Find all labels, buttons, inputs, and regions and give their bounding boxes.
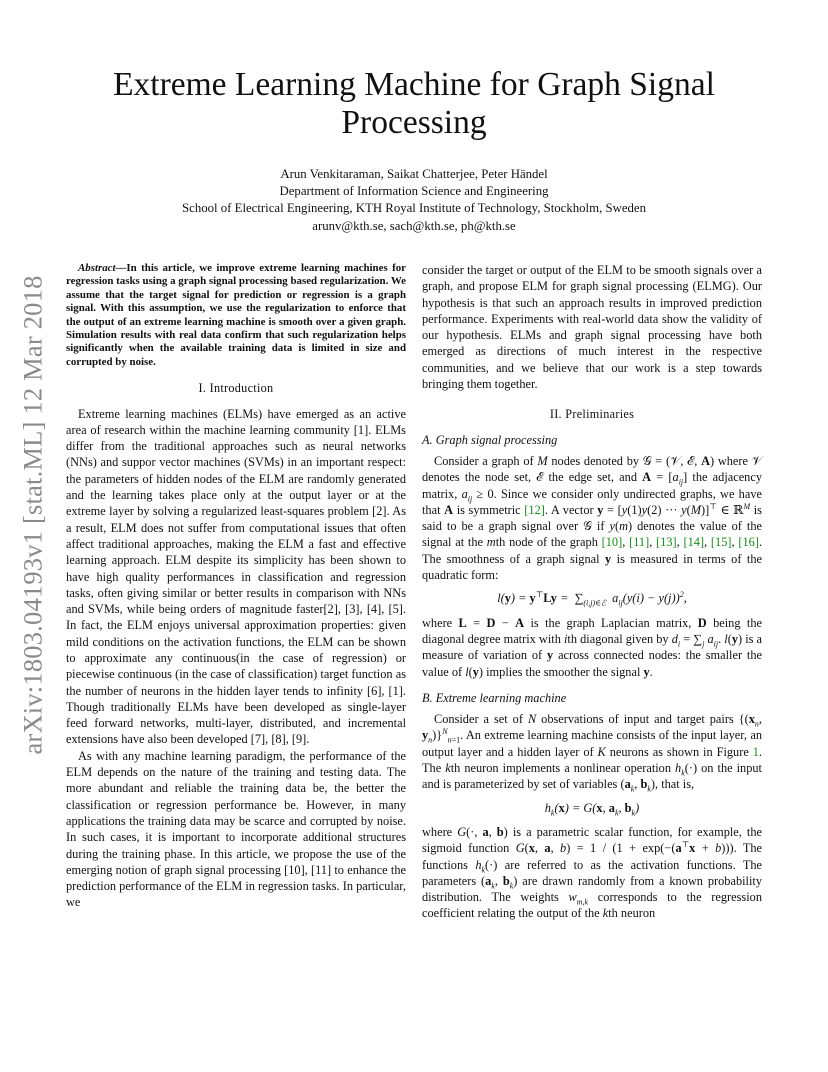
section-heading-preliminaries: II. Preliminaries — [549, 407, 635, 422]
intro-paragraph-2: As with any machine learning paradigm, the performance of the ELM depends on the nature of the training and testing data. The more abundant and reliable the training data be, the better the classification or regression performance be. However, in many applications the training data may be scarce and corrupted by noise. In such cases, it is important to incorporate additional structures during the training phase. In this article, we propose the use of the emerging notion of graph signal processing [10], [11] to enhance the prediction performance of the ELM in regression tasks. In particular, we — [66, 748, 406, 910]
equation-hidden-neuron: $h_k(x) = G(x$, $a_k$, $b_k$) — [544, 800, 640, 818]
subsection-heading-gsp: A. Graph signal processing — [422, 432, 558, 447]
section-heading-introduction: I. Introduction — [198, 381, 274, 396]
gsp-paragraph-1: Consider a graph of M nodes denoted by 𝒢 = (𝒱, ℰ, A) where 𝒱 denotes the node set, ℰ the edge set, and $A = [a_{ij}]$ the adjacency matrix, $a_{ij} \ge 0$. Since we consider only undirected graphs, we have that A is symmetric [12]. A vector y = [y(1)y(2) ··· y(M)]⊤ ∈ ℝ$^M$ is said to be a graph signal over 𝒢 if y(m) denotes the value of the signal at the mth node of the graph [10], [11], [13], [14], [15], [16]. The smoothness of a graph signal y is measured in terms of the quadratic form: — [422, 453, 763, 583]
gsp-paragraph-2: where L = D − A is the graph Laplacian matrix, D being the diagonal degree matrix with ith diagonal given by $d_i = \sum_j$ $a_{ij}$. l(y) is a measure of variation of y across connected nodes: the smaller the value of l(y) implies the smoother the signal y. — [422, 615, 763, 679]
elm-paragraph-2: where G(·, a, b) is a parametric scalar function, for example, the sigmoid function G(x, a, b) = 1 / (1 + exp(−(a⊤x + b))). The functions $h_k(\cdot)$ are referred to as the activation functions. The parameters ($a_k$, $b_k$) are drawn randomly from a known probability distribution. The weights $w_{m,k}$ corresponds to the regression coefficient relating the output of the kth neuron — [422, 824, 763, 921]
left-column — [66, 262, 406, 911]
elm-paragraph-1: Consider a set of N observations of input and target pairs {($x_n$, $y_n)\}^N_{n=1}$. An extreme learning machine consists of the input layer, an output layer and a hidden layer of K neurons as shown in Figure 1. The kth neuron implements a nonlinear operation $h_k(\cdot)$ on the input and is parameterized by set of variables ($a_k$, $b_k$), that is, — [422, 712, 763, 794]
author-names: Arun Venkitaraman, Saikat Chatterjee, Peter Händel — [280, 167, 548, 181]
affiliation-school: School of Electrical Engineering, KTH Royal Institute of Technology, Stockholm, Sweden — [182, 201, 646, 216]
intro-paragraph-1: Extreme learning machines (ELMs) have emerged as an active area of research within the machine learning community [1]. ELMs differ from the traditional approaches such as neural networks (NNs) and suppor vector machines (SVMs) in an important respect: the parameters of hidden nodes of the ELM are randomly generated and the learning takes place only at the output layer or at the extreme layer by solving a regularized least-squares problem [2]. As a result, ELM does not suffer from computational issues that often affect traditional approaches, making the ELM a fast and effective learning approach. ELM despite its simplicity has been shown to have high quality performances in classification and regression tasks, often giving similar or better results in comparison with NNs and SVMs, while being orders of magnitude faster[2], [3], [4], [5]. In fact, the ELM enjoys universal approximation properties: given mild conditions on the activation functions, the ELM can be shown to approximate any continuous(in the case of regression) or piecewise continuous (in the case of classification) target function as the number of neurons in the hidden layer tends to infinity [6], [1]. Though traditionally ELMs have been developed as single-layer feed forward networks, multi-layer, distributed, and incremental extensions have also been developed [7], [8], [9]. — [66, 406, 406, 747]
abstract — [66, 262, 406, 369]
arxiv-identifier: arXiv:1803.04193v1 [stat.ML] 12 Mar 2018 — [17, 275, 48, 755]
paper-title: Extreme Learning Machine for Graph Signal Processing — [113, 66, 715, 141]
abstract-text: —In this article, we improve extreme learning machines for regression tasks using a graph signal processing based regularization. We assume that the target signal for prediction or regression is a graph signal. With this assumption, we use the regularization to enforce that the output of an extreme learning machine is smooth over a given graph. Simulation results with real data confirm that such regularization helps significantly when the available training data is limited in size and corrupted by noise. — [66, 262, 406, 368]
intro-paragraph-continued: consider the target or output of the ELM to be smooth signals over a graph, and propose ELM for graph signal processing (ELMG). Our hypothesis is that such an approach results in improved prediction performance. Experiments with real-world data show the validity of our hypothesis. ELMs and graph signal processing have both emerged as directions of much interest in the respective communities, and we believe that our work is a step towards bringing them together. — [422, 263, 762, 392]
arxiv-sidebar — [10, 250, 56, 780]
affiliation-dept: Department of Information Science and Engineering — [279, 184, 549, 199]
abstract-label: Abstract — [78, 262, 116, 274]
subsection-heading-elm: B. Extreme learning machine — [422, 690, 567, 705]
equation-quadratic-form: $l(y) = y^⊤Ly = \sum_{(i,j)\in ℰ}$ $a_{ij}(y(i) - y(j))^2$, — [497, 590, 687, 608]
author-emails: arunv@kth.se, sach@kth.se, ph@kth.se — [312, 218, 516, 233]
author-block — [60, 166, 768, 235]
right-column — [422, 262, 762, 922]
